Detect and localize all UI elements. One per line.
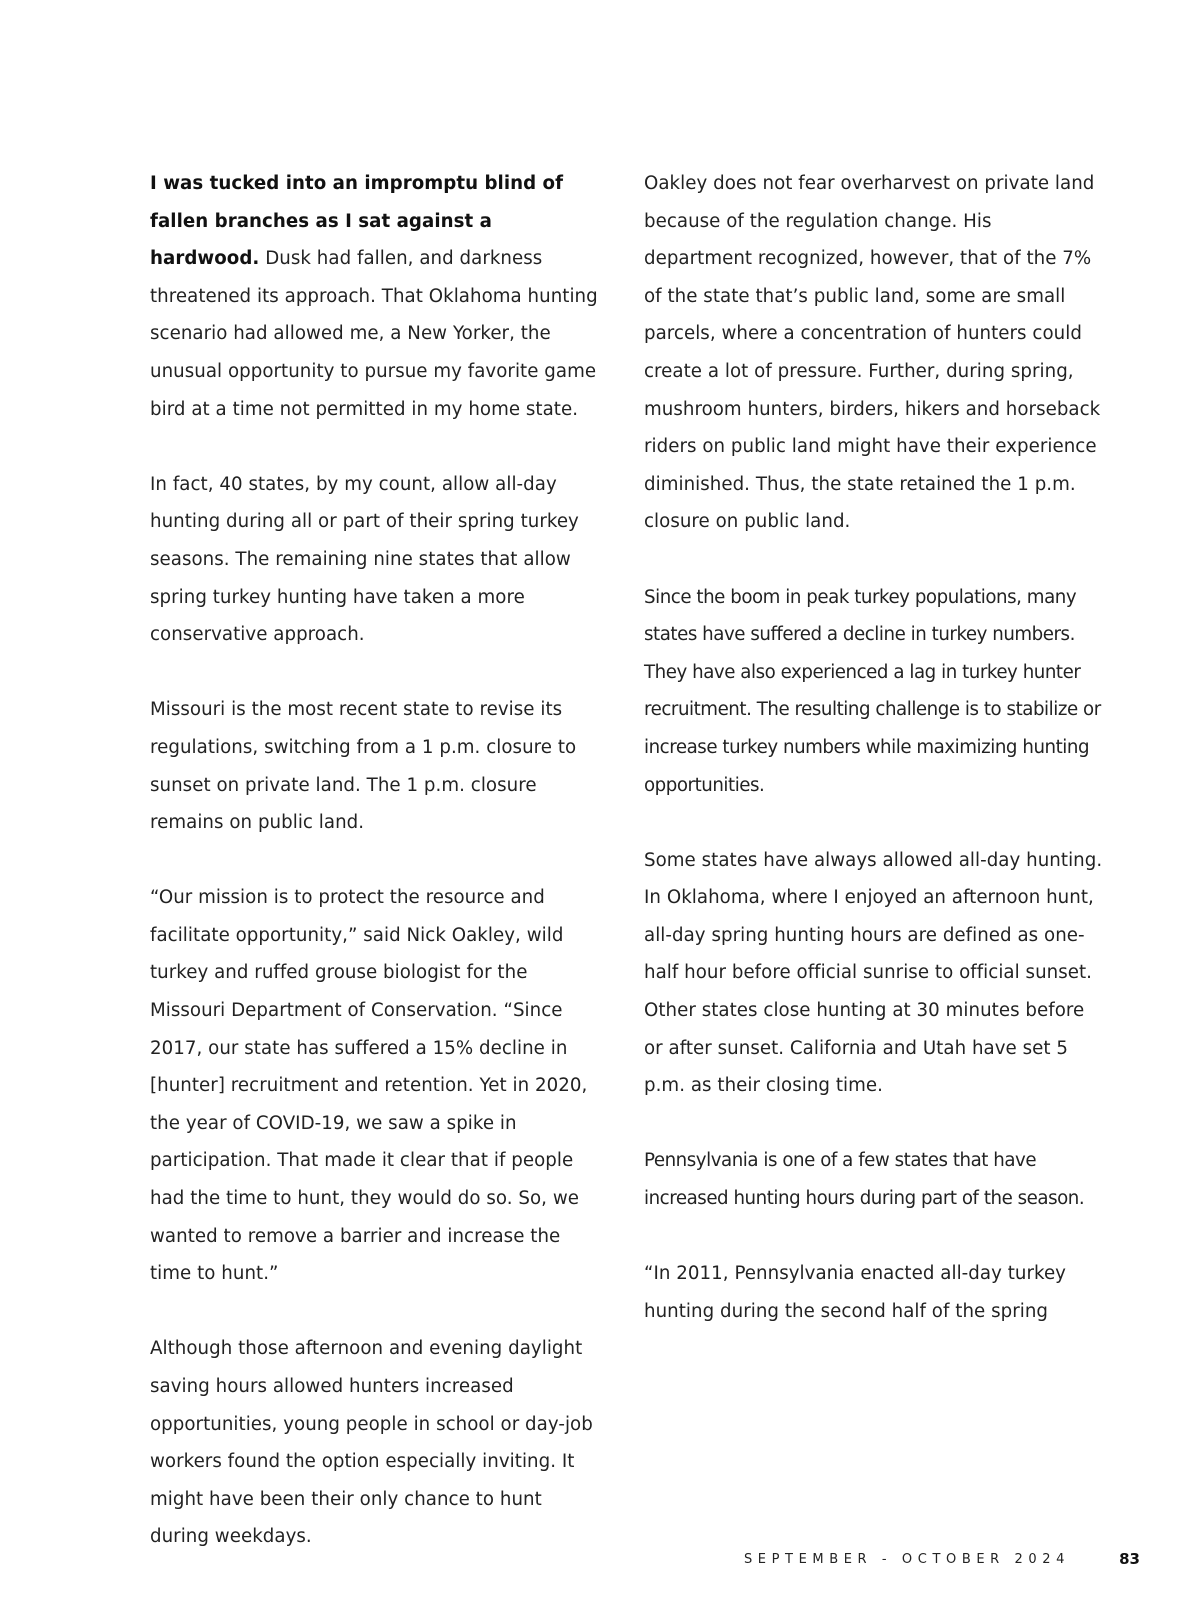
article-paragraph-text: Dusk had fallen, and darkness threatened its approach. That Oklahoma hunting scenario had allowed me, a New Yorker, the unusual opportunity to pursue my favorite game bird at a time not permitted in my home state. [150, 248, 598, 420]
page-number: 83 [1119, 1550, 1140, 1568]
article-paragraph-intro [150, 165, 600, 428]
article-paragraph: Pennsylvania is one of a few states that have increased hunting hours during part of the season. [644, 1150, 1085, 1210]
article-lead: I was tucked into an impromptu blind of fallen branches as I sat against a hardwood. [150, 173, 564, 270]
article-paragraph: Although those afternoon and evening daylight saving hours allowed hunters increased opportunities, young people in school or day-job workers found the option especially inviting. It might have been their only chance to hunt during weekdays. [150, 1338, 593, 1548]
article-paragraph: In fact, 40 states, by my count, allow all-day hunting during all or part of their spring turkey seasons. The remaining nine states that allow spring turkey hunting have taken a more conservative approach. [150, 473, 579, 646]
article-paragraph: “In 2011, Pennsylvania enacted all-day turkey hunting during the second half of the spring [644, 1263, 1066, 1322]
article-paragraph: “Our mission is to protect the resource and facilitate opportunity,” said Nick Oakley, wild turkey and ruffed grouse biologist for the Missouri Department of Conservation. “Since 2017, our state has suffered a 15% decline in [hunter] recruitment and retention. Yet in 2020, the year of COVID-19, we saw a spike in participation. That made it clear that if people had the time to hunt, they would do so. So, we wanted to remove a barrier and increase the time to hunt.” [150, 887, 588, 1285]
article-column-left [150, 165, 600, 1594]
article-column-right [644, 165, 1104, 1368]
article-paragraph: Since the boom in peak turkey populations, many states have suffered a decline in turkey numbers. They have also experienced a lag in turkey hunter recruitment. The resulting challenge is to stabilize or increase turkey numbers while maximizing hunting opportunities. [644, 586, 1101, 796]
article-paragraph: Some states have always allowed all-day hunting. In Oklahoma, where I enjoyed an afternoon hunt, all-day spring hunting hours are defined as one-half hour before official sunrise to official sunset. Other states close hunting at 30 minutes before or after sunset. California and Utah have set 5 p.m. as their closing time. [644, 849, 1103, 1097]
issue-date: SEPTEMBER - OCTOBER 2024 [743, 1552, 1070, 1567]
article-paragraph: Oakley does not fear overharvest on private land because of the regulation change. His department recognized, however, that of the 7% of the state that’s public land, some are small parcels, where a concentration of hunters could create a lot of pressure. Further, during spring, mushroom hunters, birders, hikers and horseback riders on public land might have their experience diminished. Thus, the state retained the 1 p.m. closure on public land. [644, 173, 1101, 533]
page-footer [700, 1552, 1140, 1576]
article-paragraph: Missouri is the most recent state to revise its regulations, switching from a 1 p.m. closure to sunset on private land. The 1 p.m. closure remains on public land. [150, 699, 577, 834]
